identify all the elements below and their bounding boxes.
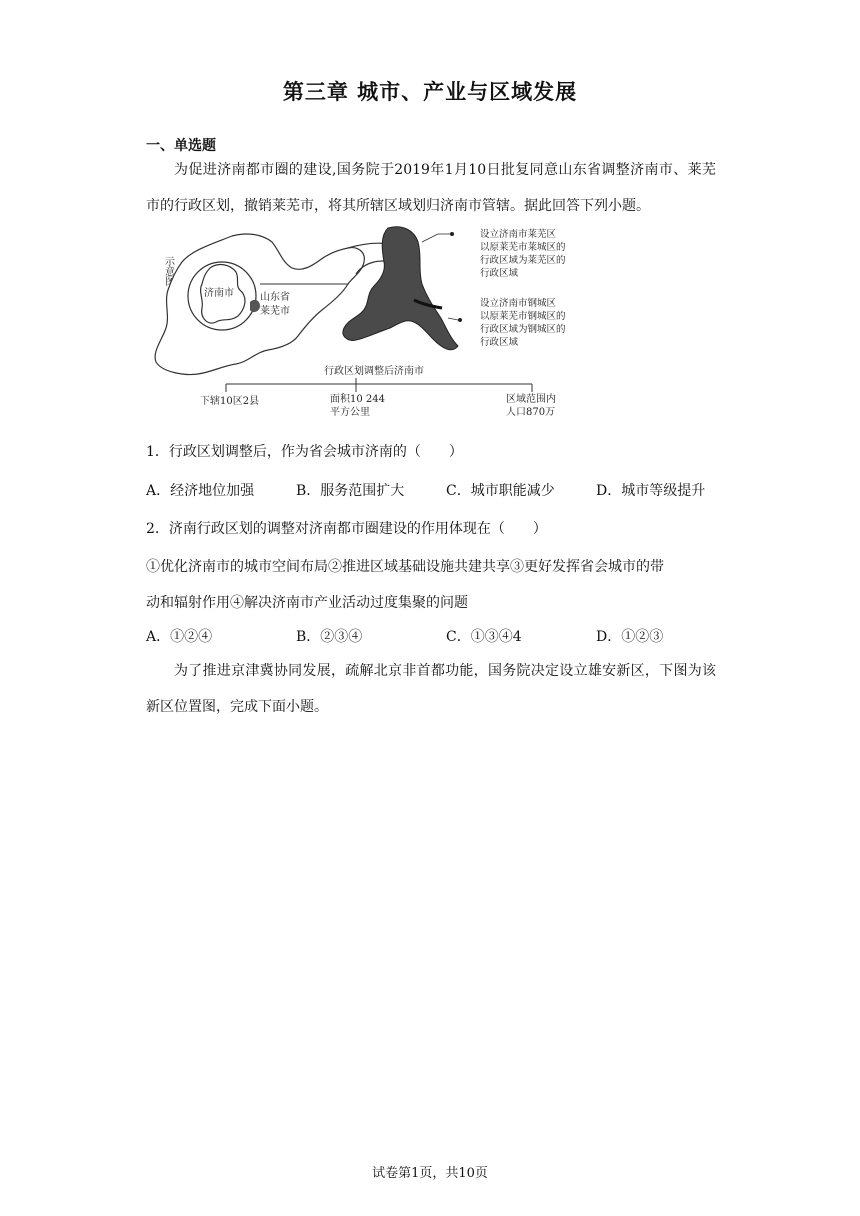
note-1-line-2: 以原莱芜市莱城区的 [480, 242, 566, 253]
question-1-stem: 1．行政区划调整后，作为省会城市济南的（ ） [146, 444, 463, 460]
question-2-option-c[interactable]: C．①③④4 [446, 629, 522, 645]
note-1-line-3: 行政区域为莱芜区的 [480, 255, 566, 266]
note-2-line-1: 设立济南市钢城区 [480, 298, 557, 309]
question-2-option-b[interactable]: B．②③④ [296, 629, 363, 645]
question-2-option-d[interactable]: D．①②③ [596, 629, 664, 645]
tree-title: 行政区划调整后济南市 [324, 366, 424, 377]
question-1-option-b[interactable]: B．服务范围扩大 [296, 483, 405, 499]
question-2-option-a[interactable]: A．①②④ [146, 629, 213, 645]
page-title: 第三章 城市、产业与区域发展 [282, 80, 578, 104]
tree-leaf-3-line-2: 人口870万 [506, 407, 556, 418]
question-2-stem: 2．济南行政区划的调整对济南都市圈建设的作用体现在（ ） [146, 521, 547, 537]
note-2-line-2: 以原莱芜市钢城区的 [480, 311, 566, 322]
tree-leaf-3-line-1: 区域范围内 [506, 394, 556, 405]
figure-side-label: 示意图 [162, 256, 174, 286]
tree-leaf-2-line-1: 面积10 244 [330, 394, 385, 405]
note-2-line-3: 行政区域为钢城区的 [480, 324, 566, 335]
question-1-option-c[interactable]: C．城市职能减少 [446, 483, 555, 499]
shandong-label: 山东省 [260, 292, 290, 303]
question-1-option-a[interactable]: A．经济地位加强 [146, 483, 255, 499]
note-1-line-1: 设立济南市莱芜区 [480, 229, 557, 240]
section-heading: 一、单选题 [146, 138, 216, 154]
note-2-line-4: 行政区域 [480, 337, 519, 348]
question-2-body-line-1: ①优化济南市的城市空间布局②推进区域基础设施共建共享③更好发挥省会城市的带 [146, 559, 664, 575]
shandong-map-figure [152, 222, 592, 418]
intro-paragraph-2: 为了推进京津冀协同发展，疏解北京非首都功能，国务院决定设立雄安新区，下图为该新区位置图，完成下面小题。 [146, 663, 716, 715]
tree-leaf-1: 下辖10区2县 [200, 396, 260, 407]
page-footer: 试卷第1页，共10页 [372, 1166, 488, 1181]
jinan-label: 济南市 [204, 288, 234, 299]
note-1-line-4: 行政区域 [480, 268, 519, 279]
intro-paragraph-1: 为促进济南都市圈的建设,国务院于2019年1月10日批复同意山东省调整济南市、莱芜市的行政区划，撤销莱芜市，将其所辖区域划归济南市管辖。据此回答下列小题。 [146, 162, 716, 214]
question-2-body-line-2: 动和辐射作用④解决济南市产业活动过度集聚的问题 [146, 595, 468, 611]
question-1-option-d[interactable]: D．城市等级提升 [596, 483, 706, 499]
laiwu-label: 莱芜市 [260, 306, 290, 317]
tree-leaf-2-line-2: 平方公里 [330, 407, 370, 418]
